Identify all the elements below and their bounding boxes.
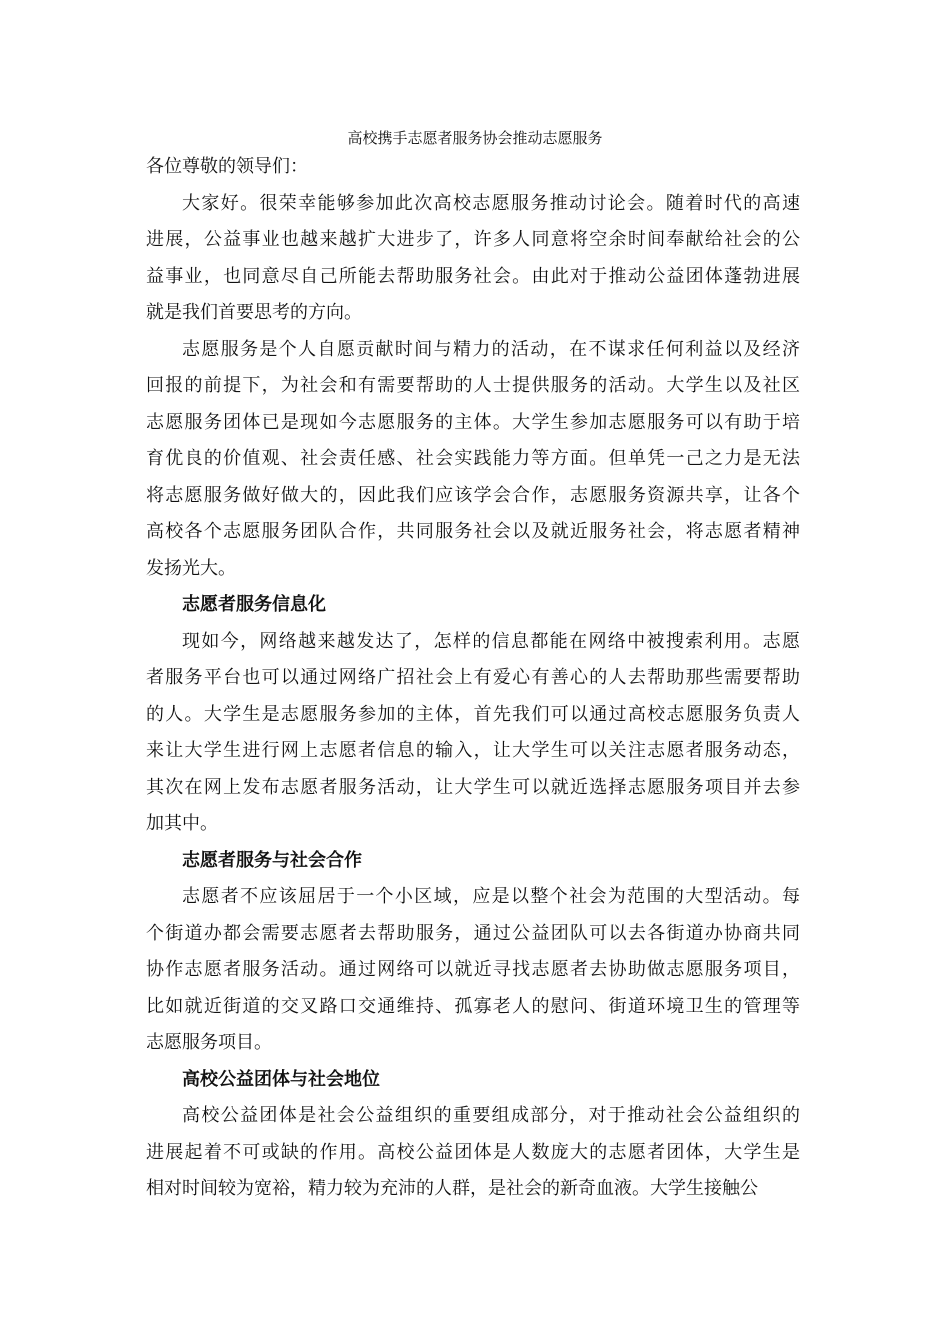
paragraph: [146, 1098, 800, 1208]
section-heading: [146, 843, 800, 880]
paragraph-line: 高校各个志愿服务团队合作，共同服务社会以及就近服务社会，将志愿者精神: [146, 521, 800, 542]
greeting-line: 各位尊敬的领导们：: [146, 156, 308, 177]
paragraph-line: 相对时间较为宽裕，精力较为充沛的人群，是社会的新奇血液。大学生接触公: [146, 1178, 758, 1199]
paragraph-line: 回报的前提下，为社会和有需要帮助的人士提供服务的活动。大学生以及社区: [146, 375, 800, 396]
paragraph-line: 的人。大学生是志愿服务参加的主体，首先我们可以通过高校志愿服务负责人: [146, 703, 800, 725]
paragraph-line: 大家好。很荣幸能够参加此次高校志愿服务推动讨论会。随着时代的高速: [182, 192, 800, 214]
paragraph-line: 益事业，也同意尽自己所能去帮助服务社会。由此对于推动公益团体蓬勃进展: [146, 265, 800, 287]
paragraph: [146, 624, 800, 843]
paragraph: [146, 879, 800, 1062]
heading-text: 高校公益团体与社会地位: [182, 1068, 380, 1090]
paragraph-line: 发扬光大。: [146, 557, 236, 579]
heading-text: 志愿者服务信息化: [182, 594, 326, 615]
paragraph-line: 志愿服务团体已是现如今志愿服务的主体。大学生参加志愿服务可以有助于培: [146, 411, 800, 433]
paragraph-line: 协作志愿者服务活动。通过网络可以就近寻找志愿者去协助做志愿服务项目，: [146, 959, 800, 980]
paragraph-line: 来让大学生进行网上志愿者信息的输入，让大学生可以关注志愿者服务动态，: [146, 740, 800, 761]
paragraph-line: 其次在网上发布志愿者服务活动，让大学生可以就近选择志愿服务项目并去参: [146, 776, 800, 798]
paragraph: [146, 186, 800, 332]
heading-text: 志愿者服务与社会合作: [182, 849, 362, 871]
paragraph-line: 进展起着不可或缺的作用。高校公益团体是人数庞大的志愿者团体，大学生是: [146, 1141, 800, 1163]
paragraph-line: 进展，公益事业也越来越扩大进步了，许多人同意将空余时间奉献给社会的公: [146, 229, 800, 250]
paragraph-line: 现如今，网络越来越发达了，怎样的信息都能在网络中被搜索利用。志愿: [182, 630, 800, 652]
document-title: 高校携手志愿者服务协会推动志愿服务: [347, 129, 603, 147]
section-heading: [146, 587, 800, 624]
paragraph-line: 育优良的价值观、社会责任感、社会实践能力等方面。但单凭一己之力是无法: [146, 448, 800, 469]
paragraph-line: 志愿服务是个人自愿贡献时间与精力的活动，在不谋求任何利益以及经济: [182, 338, 800, 360]
section-heading: [146, 1062, 800, 1099]
paragraph-line: 加其中。: [146, 813, 218, 834]
paragraph-line: 比如就近街道的交叉路口交通维持、孤寡老人的慰问、街道环境卫生的管理等: [146, 995, 800, 1017]
paragraph-line: 者服务平台也可以通过网络广招社会上有爱心有善心的人去帮助那些需要帮助: [146, 667, 800, 688]
paragraph-line: 将志愿服务做好做大的，因此我们应该学会合作，志愿服务资源共享，让各个: [146, 484, 800, 506]
paragraph-line: 志愿者不应该屈居于一个小区域，应是以整个社会为范围的大型活动。每: [182, 886, 800, 907]
document-body: [146, 149, 800, 1208]
paragraph: [146, 332, 800, 588]
paragraph-line: 个街道办都会需要志愿者去帮助服务，通过公益团队可以去各街道办协商共同: [146, 922, 800, 944]
paragraph-line: 就是我们首要思考的方向。: [146, 302, 362, 323]
paragraph-line: 志愿服务项目。: [146, 1032, 272, 1053]
paragraph-line: 高校公益团体是社会公益组织的重要组成部分，对于推动社会公益组织的: [182, 1105, 800, 1126]
